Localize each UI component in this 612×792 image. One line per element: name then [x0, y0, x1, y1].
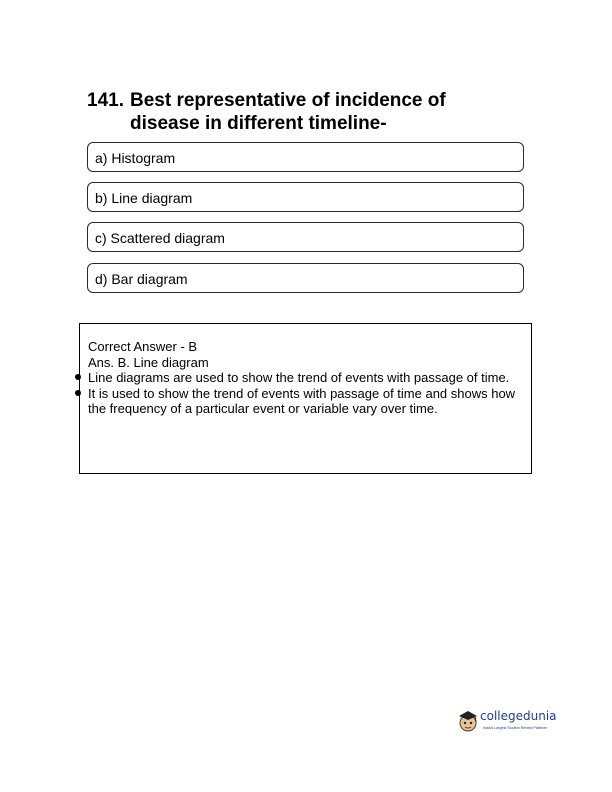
answer-box — [79, 323, 532, 474]
answer-explanation-title: Ans. B. Line diagram — [88, 354, 209, 370]
bullet-text: It is used to show the trend of events with passage of time and shows how the frequency of a particular event or variable vary over time. — [88, 385, 516, 416]
bullet-item — [88, 370, 523, 386]
collegedunia-logo — [456, 706, 562, 736]
question-number: 141. — [87, 90, 124, 111]
option-b[interactable]: b) Line diagram — [87, 182, 524, 212]
bullet-icon — [75, 390, 81, 396]
mascot-icon — [456, 706, 480, 736]
question-text: Best representative of incidence of disease in different timeline- — [130, 90, 446, 134]
bullet-icon — [75, 374, 81, 380]
correct-answer: Correct Answer - B — [88, 339, 198, 354]
logo-tagline: India's Largest Student Review Platform — [483, 726, 547, 730]
option-c[interactable]: c) Scattered diagram — [87, 222, 524, 252]
option-d[interactable]: d) Bar diagram — [87, 263, 524, 293]
option-a[interactable]: a) Histogram — [87, 142, 524, 172]
bullet-item — [88, 386, 523, 417]
logo-name: collegedunia — [480, 709, 557, 723]
bullet-text: Line diagrams are used to show the trend of events with passage of time. — [88, 370, 510, 385]
